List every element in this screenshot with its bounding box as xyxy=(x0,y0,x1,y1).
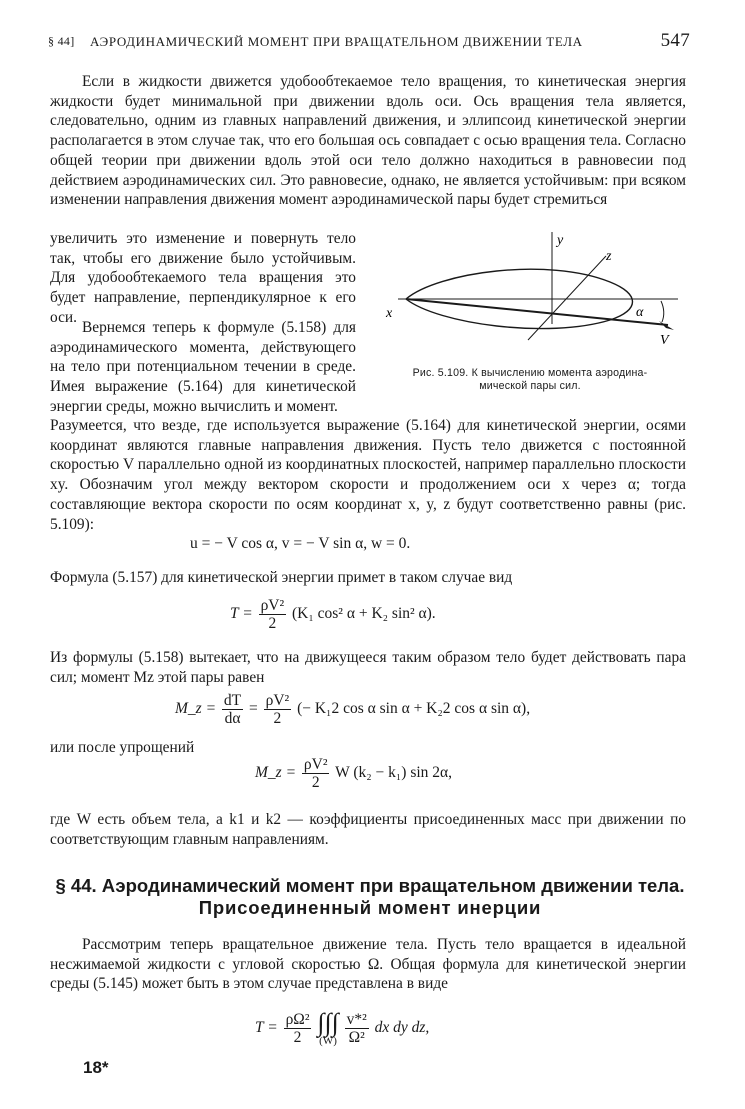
f2-fraction xyxy=(259,597,287,632)
f4-lhs: M_z = xyxy=(255,764,297,782)
f5-lhs: T = xyxy=(255,1019,278,1037)
page-number: 547 xyxy=(660,30,690,51)
paragraph-2-full: Разумеется, что везде, где используется выражение (5.164) для кинетической энергии, осями координат являются главные направления движения. Пусть тело движется с постоянной скоростью V параллельно одной из координатных плоскостей, например параллельно плоскости xy. Обозначим угол между вектором скорости и продолжением оси x через α; тогда составляющие вектора скорости по осям координат x, y, z будут соответственно равны (рис. 5.109): xyxy=(50,417,686,533)
caption-line-1: Рис. 5.109. К вычислению момента аэродина- xyxy=(412,367,648,379)
formula-velocity-components: u = − V cos α, v = − V sin α, w = 0. xyxy=(190,535,411,552)
paragraph-1: Если в жидкости движется удобообтекаемое тело вращения, то кинетическая энергия жидкости будет минимальной при движении вдоль оси. Ось вращения тела является, следовательно, одним из главных направлений движения, и эллипсоид кинетической энергии располагается в этом случае так, что его большая ось совпадает с осью вращения тела. Согласно общей теории при движении вдоль этой оси тело должно находиться в равновесии под действием аэродинамических сил. Это равновесие, однако, не является устойчивым: при всяком изменении направления движения момент аэродинамической пары будет стремиться xyxy=(50,73,686,209)
velocity-arrowhead xyxy=(659,321,674,330)
f3-fraction-1 xyxy=(222,692,243,727)
label-y: y xyxy=(557,233,564,248)
f5-fraction-1 xyxy=(284,1011,312,1046)
f3-fraction-2 xyxy=(264,692,292,727)
f5-denominator-2: Ω² xyxy=(348,1029,365,1046)
f2-denominator: 2 xyxy=(268,615,277,632)
formula-rotational-energy xyxy=(255,1010,429,1047)
figure-caption xyxy=(370,367,690,393)
label-v: V xyxy=(660,333,669,348)
f3-rhs: (− K₁2 cos α sin α + K₂2 cos α sin α), xyxy=(297,700,531,718)
f5-integral-group xyxy=(317,1010,338,1047)
section-heading-line-1: § 44. Аэродинамический момент при вращательном движении тела. xyxy=(55,875,685,896)
f3-numerator-2: ρV² xyxy=(265,692,290,709)
f3-denominator-2: 2 xyxy=(273,710,282,727)
formula-moment-derivative xyxy=(175,692,530,727)
f4-rhs: W (k₂ − k₁) sin 2α, xyxy=(335,764,453,782)
label-alpha: α xyxy=(636,305,644,320)
formula-kinetic-energy xyxy=(230,597,436,632)
paragraph-1-wrap: увеличить это изменение и повернуть тело так, чтобы его движение было устойчивым. Для удобообтекаемого тела вращения это будет направление, перпендикулярное к его оси. xyxy=(50,230,356,326)
section-heading xyxy=(50,875,690,919)
f3-lhs: M_z = xyxy=(175,700,217,718)
f3-denominator-1: dα xyxy=(224,710,241,727)
header-title: АЭРОДИНАМИЧЕСКИЙ МОМЕНТ ПРИ ВРАЩАТЕЛЬНОМ ДВИЖЕНИИ ТЕЛА xyxy=(90,34,583,49)
f4-numerator: ρV² xyxy=(303,756,328,773)
f2-rhs: (K₁ cos² α + K₂ sin² α). xyxy=(292,605,436,623)
f5-integral-signs: ∫∫∫ xyxy=(317,1008,339,1037)
f5-numerator-1: ρΩ² xyxy=(285,1011,310,1028)
f3-numerator-1: dT xyxy=(223,692,242,709)
paragraph-7: Рассмотрим теперь вращательное движение тела. Пусть тело вращается в идеальной несжимаемой жидкости с угловой скоростью Ω. Общая формула для кинетической энергии среды (5.145) может быть в этом случае представлена в виде xyxy=(50,936,686,993)
signature-mark: 18* xyxy=(83,1058,109,1077)
caption-line-2: мической пары сил. xyxy=(479,380,581,392)
alpha-arc xyxy=(661,301,664,322)
f5-denominator-1: 2 xyxy=(293,1029,302,1046)
f2-lhs: T = xyxy=(230,605,253,623)
f5-rhs: dx dy dz, xyxy=(374,1019,430,1037)
f4-fraction xyxy=(302,756,330,791)
f5-numerator-2: v*² xyxy=(346,1011,367,1028)
formula-moment-simplified xyxy=(255,756,452,791)
label-z: z xyxy=(606,249,612,264)
paragraph-3: Формула (5.157) для кинетической энергии примет в таком случае вид xyxy=(50,569,513,586)
header-section: § 44] xyxy=(48,34,75,48)
f5-integral-domain: (W) xyxy=(319,1035,337,1047)
f2-numerator: ρV² xyxy=(260,597,285,614)
paragraph-6: где W есть объем тела, а k1 и k2 — коэффициенты присоединенных масс при движении по соответствующим главным направлениям. xyxy=(50,811,686,848)
velocity-vector xyxy=(406,299,668,325)
figure-5-109 xyxy=(378,222,690,362)
paragraph-2-wrap: Вернемся теперь к формуле (5.158) для аэродинамического момента, действующего на тело при потенциальном течении в среде. Имея выражение (5.164) для кинетической энергии среды, можно вычислить и момент. xyxy=(50,319,356,415)
section-heading-line-2: Присоединенный момент инерции xyxy=(198,897,542,918)
f3-equals: = xyxy=(249,700,258,718)
f5-fraction-2 xyxy=(345,1011,369,1046)
f4-denominator: 2 xyxy=(311,774,320,791)
paragraph-5: или после упрощений xyxy=(50,739,195,756)
label-x: x xyxy=(386,306,393,321)
paragraph-4: Из формулы (5.158) вытекает, что на движущееся таким образом тело будет действовать пара сил; момент Mz этой пары равен xyxy=(50,649,686,686)
